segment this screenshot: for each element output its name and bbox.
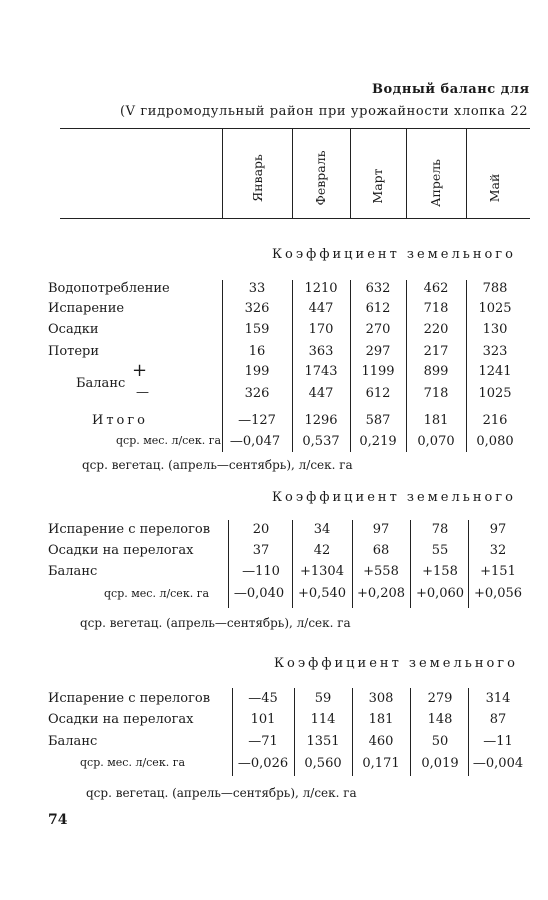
s1-vegetation-note: qср. вегетац. (апрель—сентябрь), л/сек. га <box>82 458 353 472</box>
table-title: Водный баланс для <box>372 82 530 97</box>
header-divider-1 <box>222 128 223 218</box>
column-header-april: Апрель <box>428 159 443 207</box>
table-cell: 279 <box>427 691 453 706</box>
balance-label: Баланс <box>76 376 126 391</box>
table-cell: 308 <box>368 691 394 706</box>
header-divider-3 <box>350 128 351 218</box>
table-cell: 78 <box>431 522 449 537</box>
table-cell: 1025 <box>478 386 512 401</box>
table-cell: 587 <box>365 413 391 428</box>
table-cell: 0,171 <box>362 756 400 771</box>
table-cell: 170 <box>308 322 334 337</box>
table-subtitle: (V гидромодульный район при урожайности хлопка 22 <box>120 104 529 119</box>
table-cell: +0,208 <box>356 586 406 601</box>
table-cell: 1210 <box>304 281 338 296</box>
s2-divider-1 <box>228 520 229 608</box>
column-header-january: Январь <box>250 154 265 202</box>
table-cell: 718 <box>423 301 449 316</box>
table-cell: 447 <box>308 301 334 316</box>
table-cell: +1304 <box>300 564 344 579</box>
s3-vegetation-note: qср. вегетац. (апрель—сентябрь), л/сек. га <box>86 786 357 800</box>
header-divider-5 <box>466 128 467 218</box>
table-cell: 788 <box>482 281 508 296</box>
table-cell: 632 <box>365 281 391 296</box>
s3-row-label: Испарение с перелогов <box>48 691 211 706</box>
s3-row-label: Осадки на перелогах <box>48 712 194 727</box>
table-cell: +0,540 <box>297 586 347 601</box>
q-monthly-label: qср. мес. л/сек. га <box>116 434 222 447</box>
table-cell: 0,019 <box>421 756 459 771</box>
table-cell: 130 <box>482 322 508 337</box>
table-cell: 55 <box>431 543 449 558</box>
table-cell: 0,080 <box>476 434 514 449</box>
table-cell: 0,537 <box>302 434 340 449</box>
table-cell: 447 <box>308 386 334 401</box>
table-cell: 612 <box>365 301 391 316</box>
s1-row-label: Осадки <box>48 322 99 337</box>
table-cell: +0,056 <box>473 586 523 601</box>
s3-row-label: qср. мес. л/сек. га <box>80 756 186 769</box>
table-cell: 326 <box>244 301 270 316</box>
header-divider-4 <box>406 128 407 218</box>
table-cell: 297 <box>365 344 391 359</box>
table-cell: 181 <box>368 712 394 727</box>
s1-divider-1 <box>222 280 223 452</box>
table-cell: 97 <box>489 522 507 537</box>
table-cell: —71 <box>248 734 278 749</box>
table-cell: 460 <box>368 734 394 749</box>
section-2-heading: Коэффициент земельного <box>272 490 516 505</box>
table-cell: 33 <box>248 281 266 296</box>
table-cell: 217 <box>423 344 449 359</box>
table-cell: 1351 <box>306 734 340 749</box>
column-header-may: Май <box>487 173 502 203</box>
section-3-heading: Коэффициент земельного <box>274 656 518 671</box>
total-label: Итого <box>92 413 148 428</box>
table-cell: 363 <box>308 344 334 359</box>
table-cell: 216 <box>482 413 508 428</box>
table-cell: 114 <box>310 712 336 727</box>
table-cell: 314 <box>485 691 511 706</box>
header-bottom-rule <box>60 218 530 219</box>
table-cell: +0,060 <box>415 586 465 601</box>
table-cell: +158 <box>422 564 458 579</box>
table-cell: 0,219 <box>359 434 397 449</box>
header-top-rule <box>60 128 530 129</box>
table-cell: 0,070 <box>417 434 455 449</box>
table-cell: 42 <box>313 543 331 558</box>
table-cell: 1025 <box>478 301 512 316</box>
s1-row-label: Водопотребление <box>48 281 170 296</box>
section-1-heading: Коэффициент земельного <box>272 247 516 262</box>
table-cell: —0,047 <box>229 434 281 449</box>
s3-row-label: Баланс <box>48 734 98 749</box>
minus-sign: — <box>136 385 149 400</box>
table-cell: 899 <box>423 364 449 379</box>
table-cell: 37 <box>252 543 270 558</box>
table-cell: 0,560 <box>304 756 342 771</box>
table-cell: 1241 <box>478 364 512 379</box>
table-cell: 16 <box>248 344 266 359</box>
table-cell: 50 <box>431 734 449 749</box>
table-cell: 323 <box>482 344 508 359</box>
header-divider-2 <box>292 128 293 218</box>
table-cell: +558 <box>363 564 399 579</box>
table-cell: 101 <box>250 712 276 727</box>
table-cell: 148 <box>427 712 453 727</box>
table-cell: 34 <box>313 522 331 537</box>
table-cell: 159 <box>244 322 270 337</box>
table-cell: 59 <box>314 691 332 706</box>
table-cell: 199 <box>244 364 270 379</box>
table-cell: 1296 <box>304 413 338 428</box>
table-cell: 612 <box>365 386 391 401</box>
s1-row-label: Испарение <box>48 301 125 316</box>
column-header-february: Февраль <box>313 150 328 206</box>
table-cell: 718 <box>423 386 449 401</box>
table-cell: —110 <box>242 564 280 579</box>
s2-vegetation-note: qср. вегетац. (апрель—сентябрь), л/сек. га <box>80 616 351 630</box>
table-cell: —0,004 <box>472 756 524 771</box>
table-cell: —11 <box>483 734 513 749</box>
s2-row-label: Испарение с перелогов <box>48 522 211 537</box>
table-cell: 20 <box>252 522 270 537</box>
table-cell: 68 <box>372 543 390 558</box>
table-cell: +151 <box>480 564 516 579</box>
table-cell: —127 <box>238 413 276 428</box>
s2-row-label: Осадки на перелогах <box>48 543 194 558</box>
table-cell: 220 <box>423 322 449 337</box>
table-cell: 87 <box>489 712 507 727</box>
table-cell: 270 <box>365 322 391 337</box>
plus-sign: + <box>132 360 148 381</box>
table-cell: 97 <box>372 522 390 537</box>
table-cell: —45 <box>248 691 278 706</box>
s3-divider-1 <box>232 688 233 776</box>
table-cell: 326 <box>244 386 270 401</box>
s2-row-label: Баланс <box>48 564 98 579</box>
table-cell: —0,040 <box>233 586 285 601</box>
table-cell: 1743 <box>304 364 338 379</box>
table-cell: 32 <box>489 543 507 558</box>
s1-row-label: Потери <box>48 344 100 359</box>
column-header-march: Март <box>370 168 385 204</box>
table-cell: 462 <box>423 281 449 296</box>
table-cell: —0,026 <box>237 756 289 771</box>
s2-row-label: qср. мес. л/сек. га <box>104 587 210 600</box>
page-number: 74 <box>48 812 68 828</box>
table-cell: 181 <box>423 413 449 428</box>
table-cell: 1199 <box>361 364 395 379</box>
